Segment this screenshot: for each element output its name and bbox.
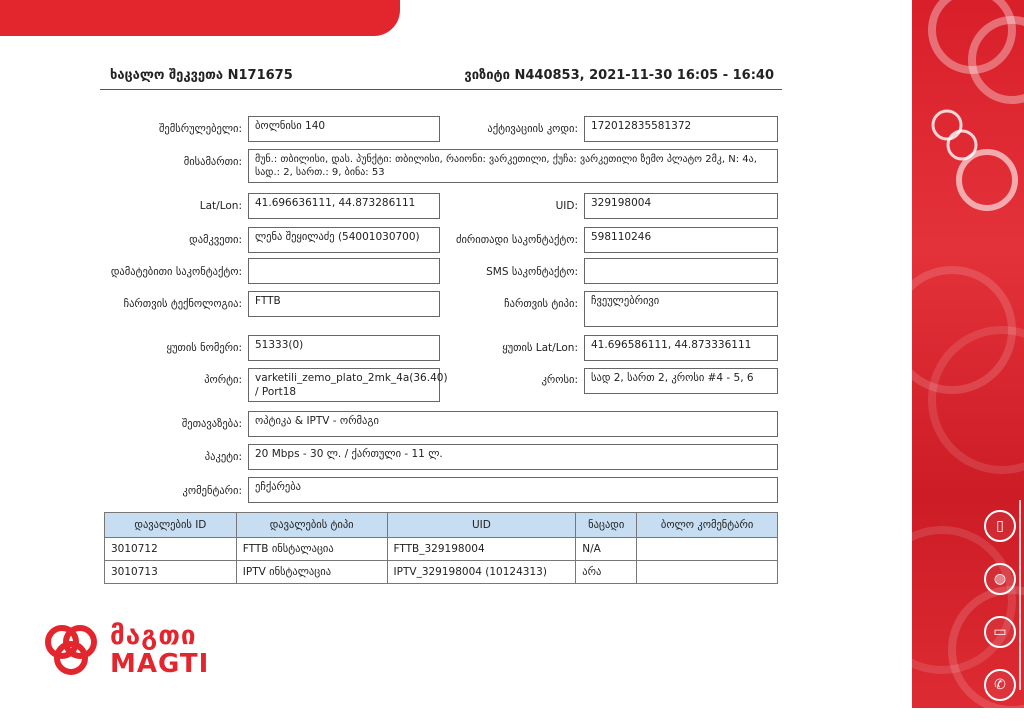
executor-value: ბოლნისი 140 (248, 116, 440, 142)
task-type: IPTV ინსტალაცია (236, 561, 387, 584)
magti-logo-icon (40, 622, 104, 682)
task-id: 3010713 (105, 561, 237, 584)
latlon-label: Lat/Lon: (199, 200, 242, 212)
task-last-comment (637, 538, 778, 561)
order-title: ხაცალო შეკვეთა N171675 (110, 68, 293, 83)
port-label: პორტი: (204, 374, 242, 386)
main-contact-value: 598110246 (584, 227, 778, 253)
tech-value: FTTB (248, 291, 440, 317)
offer-label: შეთავაზება: (181, 418, 242, 430)
task-last-comment (637, 561, 778, 584)
address-label: მისამართი: (183, 156, 242, 168)
port-value: varketili_zemo_plato_2mk_4a(36.40) / Port18 (248, 368, 440, 402)
phone-icon[interactable]: ▯ (984, 510, 1016, 542)
handset-icon[interactable]: ✆ (984, 669, 1016, 701)
uid-value: 329198004 (584, 193, 778, 219)
column-header: ბოლო კომენტარი (637, 513, 778, 538)
box-no-label: ყუთის ნომერი: (166, 342, 242, 354)
task-type: FTTB ინსტალაცია (236, 538, 387, 561)
box-latlon-value: 41.696586111, 44.873336111 (584, 335, 778, 361)
executor-label: შემსრულებელი: (158, 123, 242, 135)
logo-georgian: მაგთი (110, 621, 197, 651)
activation-value: 172012835581372 (584, 116, 778, 142)
task-id: 3010712 (105, 538, 237, 561)
cross-value: სად 2, სართ 2, კროსი #4 - 5, 6 (584, 368, 778, 394)
tv-icon[interactable]: ▭ (984, 616, 1016, 648)
address-value: მუნ.: თბილისი, დას. პუნქტი: თბილისი, რაიონი: ვარკეთილი, ქუჩა: ვარკეთილი ზემო პლატო 2მკ, N: 4ა, სად.: 2, სართ.: 9, ბინა: 53 (248, 149, 778, 183)
offer-value: ოპტიკა & IPTV - ორმაგი (248, 411, 778, 437)
top-red-band (0, 0, 400, 36)
customer-value: ლენა შეყილაძე (54001030700) (248, 227, 440, 253)
extra-contact-label: დამატებითი საკონტაქტო: (110, 266, 242, 278)
package-value: 20 Mbps - 30 ლ. / ქართული - 11 ლ. (248, 444, 778, 470)
sms-contact-label: SMS საკონტაქტო: (486, 266, 578, 278)
table-row (105, 561, 778, 584)
task-uid: FTTB_329198004 (387, 538, 576, 561)
tasks-header-row (105, 513, 778, 538)
box-latlon-label: ყუთის Lat/Lon: (502, 342, 578, 354)
column-header: დავალების ტიპი (236, 513, 387, 538)
comment-label: კომენტარი: (182, 485, 242, 497)
document-header (100, 64, 782, 90)
order-document (100, 64, 782, 90)
activation-label: აქტივაციის კოდი: (487, 123, 578, 135)
column-header: UID (387, 513, 576, 538)
sms-contact-value (584, 258, 778, 284)
tech-label: ჩართვის ტექნოლოგია: (123, 298, 242, 310)
type-label: ჩართვის ტიპი: (504, 298, 578, 310)
task-attempted: N/A (576, 538, 637, 561)
package-label: პაკეტი: (204, 451, 242, 463)
latlon-value: 41.696636111, 44.873286111 (248, 193, 440, 219)
task-attempted: არა (576, 561, 637, 584)
main-contact-label: ძირითადი საკონტაქტო: (456, 234, 578, 246)
task-uid: IPTV_329198004 (10124313) (387, 561, 576, 584)
globe-icon[interactable]: ◍ (984, 563, 1016, 595)
column-header: ნაცადი (576, 513, 637, 538)
magti-wordmark (110, 622, 209, 678)
extra-contact-value (248, 258, 440, 284)
box-no-value: 51333(0) (248, 335, 440, 361)
cross-label: კროსი: (541, 374, 578, 386)
tasks-table (104, 512, 778, 584)
type-value: ჩვეულებრივი (584, 291, 778, 327)
customer-label: დამკვეთი: (189, 234, 242, 246)
side-icon-list (984, 510, 1018, 722)
column-header: დავალების ID (105, 513, 237, 538)
logo-latin: MAGTI (110, 649, 210, 679)
table-row (105, 538, 778, 561)
comment-value: ეჩქარება (248, 477, 778, 503)
uid-label: UID: (555, 200, 578, 212)
visit-title: ვიზიტი N440853, 2021-11-30 16:05 - 16:40 (464, 68, 774, 83)
